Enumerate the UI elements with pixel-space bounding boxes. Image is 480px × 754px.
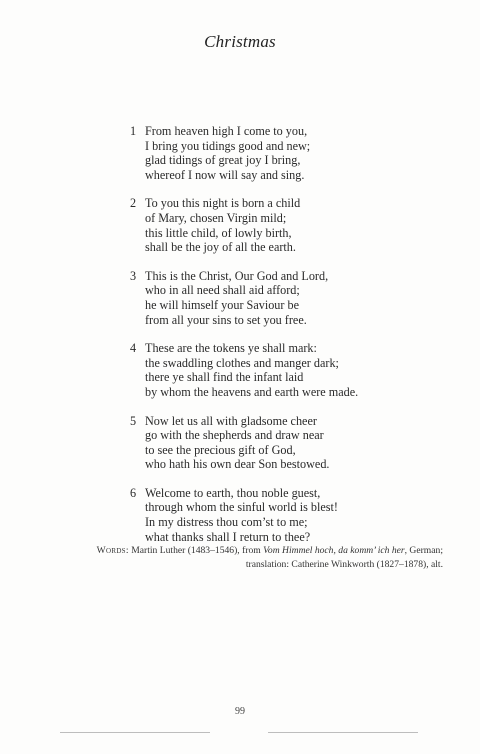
verse-number: 2 [130,196,137,211]
credits-author: Martin Luther (1483–1546), from [128,545,264,556]
verse-line: From heaven high I come to you, [145,124,308,138]
verse-number: 4 [130,341,137,356]
verse-line: to see the precious gift of God, [145,442,296,457]
verse-number: 3 [130,268,137,283]
verse-line: what thanks shall I return to thee? [145,529,311,544]
footer-rule-left [60,732,210,733]
verse-line: through whom the sinful world is blest! [145,500,338,515]
verse-number: 5 [130,413,137,428]
credits-translation: translation: Catherine Winkworth (1827–1878), alt. [245,558,443,570]
verse-line: go with the shepherds and draw near [145,428,324,443]
verse-line: of Mary, chosen Virgin mild; [145,210,287,225]
page-title: Christmas [204,32,276,51]
credits-source-title: Vom Himmel hoch, da komm’ ich her [263,545,405,556]
verse-line: glad tidings of great joy I bring, [145,153,301,168]
verse-line: who hath his own dear Son bestowed. [145,457,330,472]
hymn-credits [0,544,443,571]
verse-line: from all your sins to set you free. [145,312,307,327]
verse-line: Welcome to earth, thou noble guest, [145,485,321,500]
verse-line: Now let us all with gladsome cheer [145,413,317,428]
credits-label: Words: [96,545,129,556]
verse-line: this little child, of lowly birth, [145,225,292,240]
verse-line: shall be the joy of all the earth. [145,240,296,255]
verse-number: 6 [130,485,137,500]
verse-line: who in all need shall aid afford; [145,283,300,298]
verse [130,414,440,472]
footer-rule-right [268,732,418,733]
page-number: 99 [235,706,245,717]
verse-line: there ye shall find the infant laid [145,370,304,385]
verse-line: In my distress thou com’st to me; [145,515,308,530]
credits-language: , German; [404,545,443,556]
verse [130,196,440,254]
verse [130,269,440,327]
verse-line: by whom the heavens and earth were made. [145,384,359,399]
verse-line: he will himself your Saviour be [145,297,300,312]
verse [130,341,440,399]
verse-line: I bring you tidings good and new; [145,138,311,153]
verse [130,124,440,182]
verse-line: the swaddling clothes and manger dark; [145,355,339,370]
credits-words-line [0,544,443,558]
verse [130,486,440,544]
verse-number: 1 [130,124,137,138]
verse-line: whereof I now will say and sing. [145,167,305,182]
verse-line: To you this night is born a child [145,196,301,211]
verse-line: This is the Christ, Our God and Lord, [145,268,329,283]
hymn-verses [130,124,440,558]
verse-line: These are the tokens ye shall mark: [145,341,317,356]
